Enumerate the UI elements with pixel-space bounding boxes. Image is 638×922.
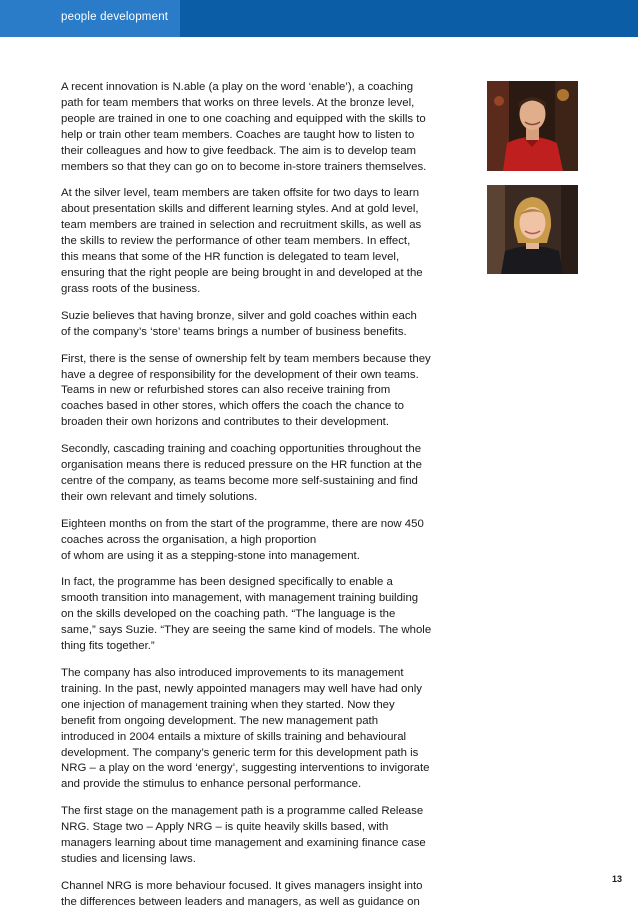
article-body [61, 80, 461, 922]
portrait-photo-man [487, 81, 578, 171]
paragraph: In fact, the programme has been designed specifically to enable a smooth transition into management, with management training building on the skills developed on the coaching path. “The language is the same,” says Suzie. “They are seeing the same kind of models. The whole thing fits together.” [61, 576, 432, 653]
page-number: 13 [611, 874, 622, 884]
paragraph: Channel NRG is more behaviour focused. It gives managers insight into the differences between leaders and managers, as well as guidance on [61, 879, 423, 908]
paragraph: Eighteen months on from the start of the programme, there are now 450 coaches across the organisation, a high proportion of whom are using it as a stepping-stone into management. [61, 517, 424, 562]
section-title: people development [61, 11, 169, 23]
paragraph: First, there is the sense of ownership felt by team members because they have a degree of responsibility for the development of their own teams. Teams in new or refurbished stores can also receive training from coaches based in other stores, which offers the coach the chance to broaden their own horizons and contributes to their development. [61, 352, 431, 429]
paragraph: At the silver level, team members are taken offsite for two days to learn about presentation skills and different learning styles. And at gold level, team members are trained in selection and recruitment skills, as well as the skills to review the performance of other team members. In effect, this means that some of the HR function is delegated to team level, ensuring that the right people are being brought in and developed at the grass roots of the business. [61, 187, 423, 295]
paragraph: The company has also introduced improvements to its management training. In the past, newly appointed managers may well have had only one injection of management training when they started. Now they benefit from ongoing development. The new management path introduced in 2004 entails a mixture of skills training and behavioural development. The company’s generic term for this development path is NRG – a play on the word ‘energy’, suggesting interventions to invigorate and provide the stimulus to enhance personal performance. [61, 667, 430, 791]
paragraph: A recent innovation is N.able (a play on the word ‘enable’), a coaching path for team members that works on three levels. At the bronze level, people are trained in one to one coaching and equipped with the skills to help or train other team members. Coaches are taught how to listen to their colleagues and how to give feedback. The aim is to develop team members so that they can go on to become in-store trainers themselves. [61, 81, 427, 173]
paragraph: Suzie believes that having bronze, silver and gold coaches within each of the company’s ‘store’ teams brings a number of business benefits. [61, 309, 417, 338]
paragraph: Secondly, cascading training and coaching opportunities throughout the organisation means there is reduced pressure on the HR function at the centre of the company, as teams become more self-sustaining and find their own relevant and timely solutions. [61, 443, 422, 503]
paragraph: The first stage on the management path is a programme called Release NRG. Stage two – Apply NRG – is quite heavily skills based, with managers learning about time management and examining finance case studies and licensing laws. [61, 805, 426, 865]
portrait-photo-woman [487, 185, 578, 274]
